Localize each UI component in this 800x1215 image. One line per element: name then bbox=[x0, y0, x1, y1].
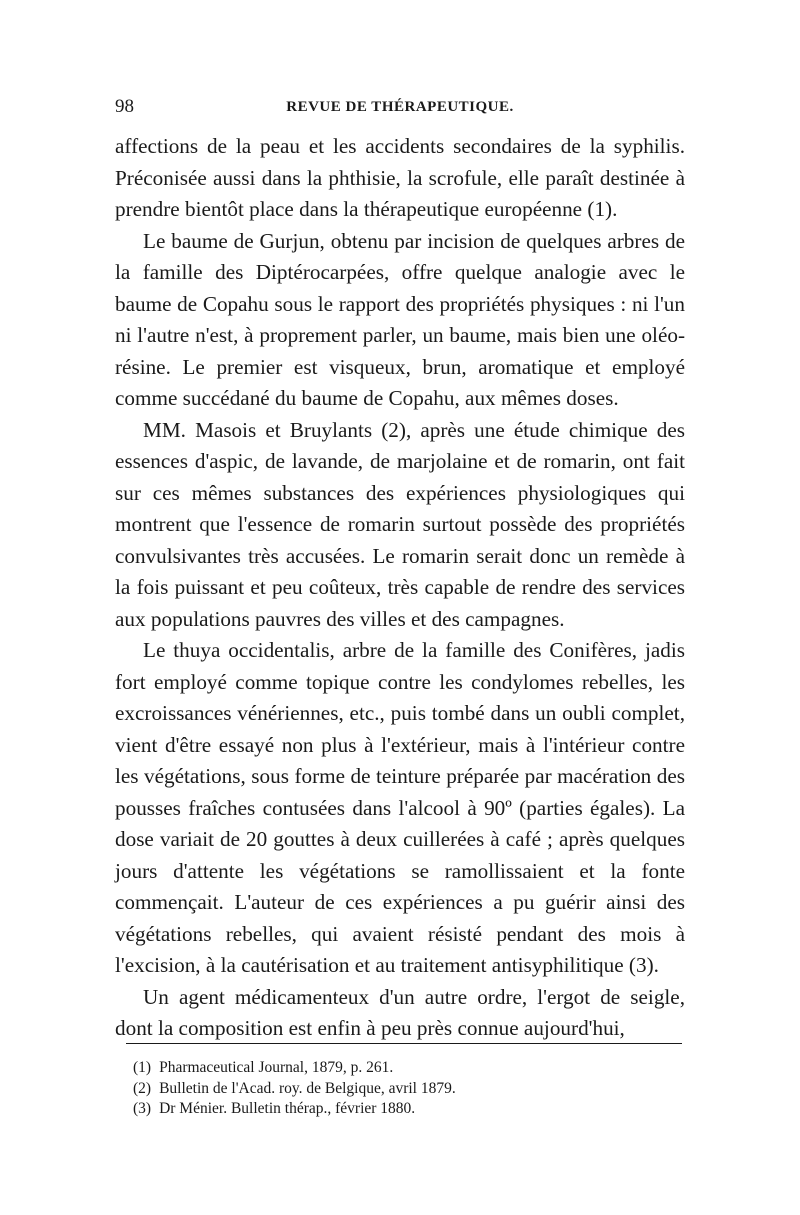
paragraph-thuya: Le thuya occidentalis, arbre de la famille des Conifères, jadis fort employé comme topique contre les condylomes rebelles, les excroissances vénériennes, etc., puis tombé dans un oubli complet, vient d'être essayé non plus à l'extérieur, mais à l'intérieur contre les végétations, sous forme de teinture préparée par macération des pousses fraîches contusées dans l'alcool à 90º (parties égales). La dose variait de 20 gouttes à deux cuillerées à café ; après quelques jours d'attente les végétations se ramollissaient et la fonte commençait. L'auteur de ces expériences a pu guérir ainsi des végétations rebelles, qui avaient résisté pendant des mois à l'excision, à la cautérisation et au traitement antisyphilitique (3). bbox=[115, 638, 685, 977]
page-number: 98 bbox=[115, 96, 134, 117]
footnote-number: (2) bbox=[133, 1079, 152, 1097]
paragraph-rosemary: MM. Masois et Bruylants (2), après une étude chimique des essences d'aspic, de lavande, de marjolaine et de romarin, ont fait sur ces mêmes substances des expériences physiologiques qui montrent que l'essence de romarin surtout possède des propriétés convulsivantes très accusées. Le romarin serait donc un remède à la fois puissant et peu coûteux, très capable de rendre des services aux populations pauvres des villes et des campagnes. bbox=[115, 417, 685, 631]
body-text bbox=[115, 131, 685, 1045]
footnote-2 bbox=[133, 1079, 693, 1100]
footnote-number: (1) bbox=[133, 1059, 152, 1076]
footnotes bbox=[133, 1058, 693, 1120]
paragraph-ergot: Un agent médicamenteux d'un autre ordre, l'ergot de seigle, dont la composition est enfin à peu près connue aujourd'hui, bbox=[115, 984, 685, 1040]
footnote-text: Dr Ménier. Bulletin thérap., février 1880. bbox=[159, 1100, 416, 1117]
footnote-3 bbox=[133, 1099, 693, 1120]
footnote-number: (3) bbox=[133, 1100, 152, 1117]
paragraph-continuation: affections de la peau et les accidents secondaires de la syphilis. Préconisée aussi dans la phthisie, la scrofule, elle paraît destinée à prendre bientôt place dans la thérapeutique européenne (1). bbox=[115, 134, 685, 221]
paragraph-gurjun-balsam: Le baume de Gurjun, obtenu par incision de quelques arbres de la famille des Diptérocarpées, offre quelque analogie avec le baume de Copahu sous le rapport des propriétés physiques : ni l'un ni l'autre n'est, à proprement parler, un baume, mais bien une oléo-résine. Le premier est visqueux, brun, aromatique et employé comme succédané du baume de Copahu, aux mêmes doses. bbox=[115, 228, 685, 410]
footnote-1 bbox=[133, 1058, 693, 1079]
footnote-divider bbox=[126, 1043, 682, 1044]
footnote-text: Pharmaceutical Journal, 1879, p. 261. bbox=[159, 1059, 394, 1076]
running-title: REVUE DE THÉRAPEUTIQUE. bbox=[286, 99, 514, 115]
footnote-text: Bulletin de l'Acad. roy. de Belgique, avril 1879. bbox=[159, 1079, 456, 1097]
page-header bbox=[115, 96, 685, 120]
